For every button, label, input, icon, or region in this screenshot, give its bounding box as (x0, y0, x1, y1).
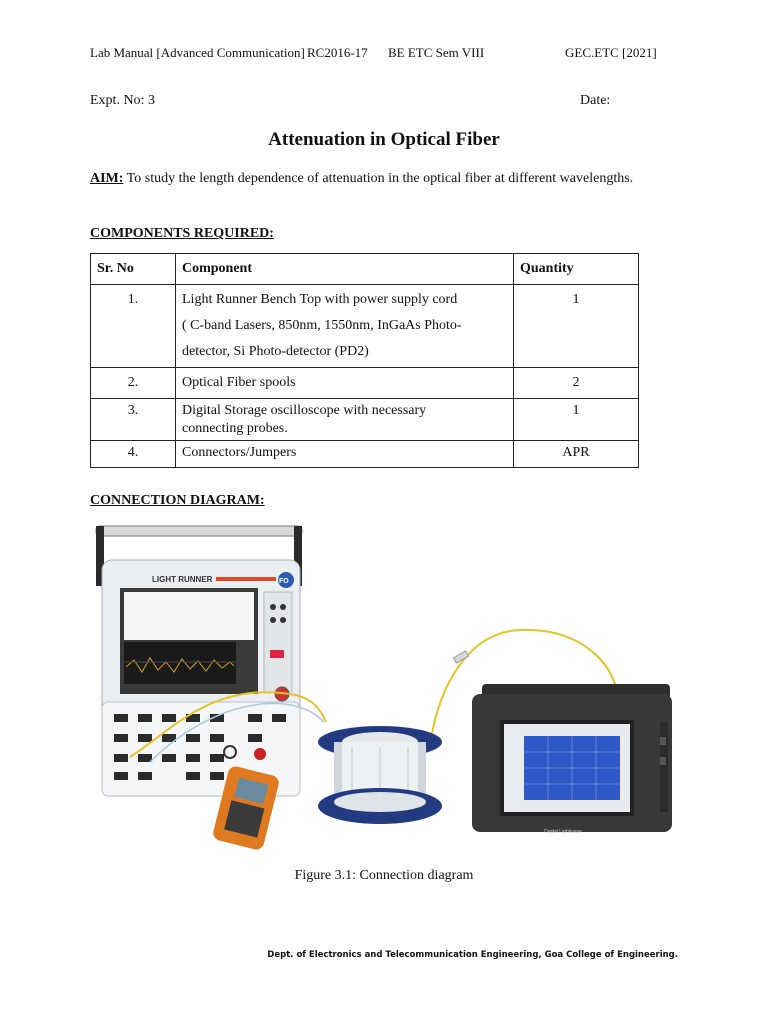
components-heading: COMPONENTS REQUIRED: (90, 226, 274, 241)
cell-line: Optical Fiber spools (182, 375, 296, 390)
cell-srno: 1. (91, 285, 176, 368)
bench-brand-label: LIGHT RUNNER (152, 575, 213, 584)
page-title: Attenuation in Optical Fiber (268, 129, 500, 150)
cell-quantity: APR (514, 441, 639, 468)
cell-srno: 3. (91, 399, 176, 441)
header-manual-title: Lab Manual [Advanced Communication] (90, 45, 305, 60)
cell-line: Connectors/Jumpers (182, 445, 297, 460)
col-header-quantity: Quantity (514, 254, 639, 285)
cell-quantity: 1 (514, 285, 639, 368)
header-semester: BE ETC Sem VIII (388, 45, 485, 60)
components-table (90, 253, 639, 468)
table-row (91, 285, 639, 368)
table-row (91, 399, 639, 441)
col-header-component: Component (176, 254, 514, 285)
cell-srno: 4. (91, 441, 176, 468)
digital-storage-oscilloscope (472, 684, 672, 835)
aim-text: To study the length dependence of attenuation in the optical fiber at different wavelengths. (123, 171, 634, 186)
diagram-heading: CONNECTION DIAGRAM: (90, 493, 265, 508)
header-college: GEC.ETC [2021] (565, 45, 657, 60)
header-code: RC2016-17 (307, 45, 368, 60)
table-row (91, 368, 639, 399)
figure-caption: Figure 3.1: Connection diagram (294, 868, 474, 883)
cell-line: connecting probes. (182, 421, 288, 436)
cell-line: ( C-band Lasers, 850nm, 1550nm, InGaAs Photo- (182, 318, 462, 333)
table-row (91, 441, 639, 468)
cell-line: detector, Si Photo-detector (PD2) (182, 344, 369, 359)
table-header-row (91, 254, 639, 285)
dso-brand-label: Digital Lightwave (544, 829, 582, 835)
connection-diagram-image (90, 522, 690, 857)
cell-component (176, 399, 514, 441)
bench-logo: FO (279, 578, 289, 585)
page-footer: Dept. of Electronics and Telecommunication Engineering, Goa College of Engineering. (267, 950, 678, 960)
optical-fiber-spool (318, 726, 442, 824)
cell-quantity: 2 (514, 368, 639, 399)
cell-line: Digital Storage oscilloscope with necessary (182, 403, 427, 418)
cell-component (176, 441, 514, 468)
aim-label: AIM: (90, 171, 124, 186)
aim-paragraph (90, 171, 633, 187)
light-runner-bench (102, 560, 300, 796)
cell-component (176, 285, 514, 368)
cell-quantity: 1 (514, 399, 639, 441)
cell-srno: 2. (91, 368, 176, 399)
experiment-number: Expt. No: 3 (90, 93, 155, 108)
cell-component (176, 368, 514, 399)
cell-line: Light Runner Bench Top with power supply cord (182, 292, 458, 307)
date-label: Date: (580, 93, 611, 108)
col-header-srno: Sr. No (91, 254, 176, 285)
